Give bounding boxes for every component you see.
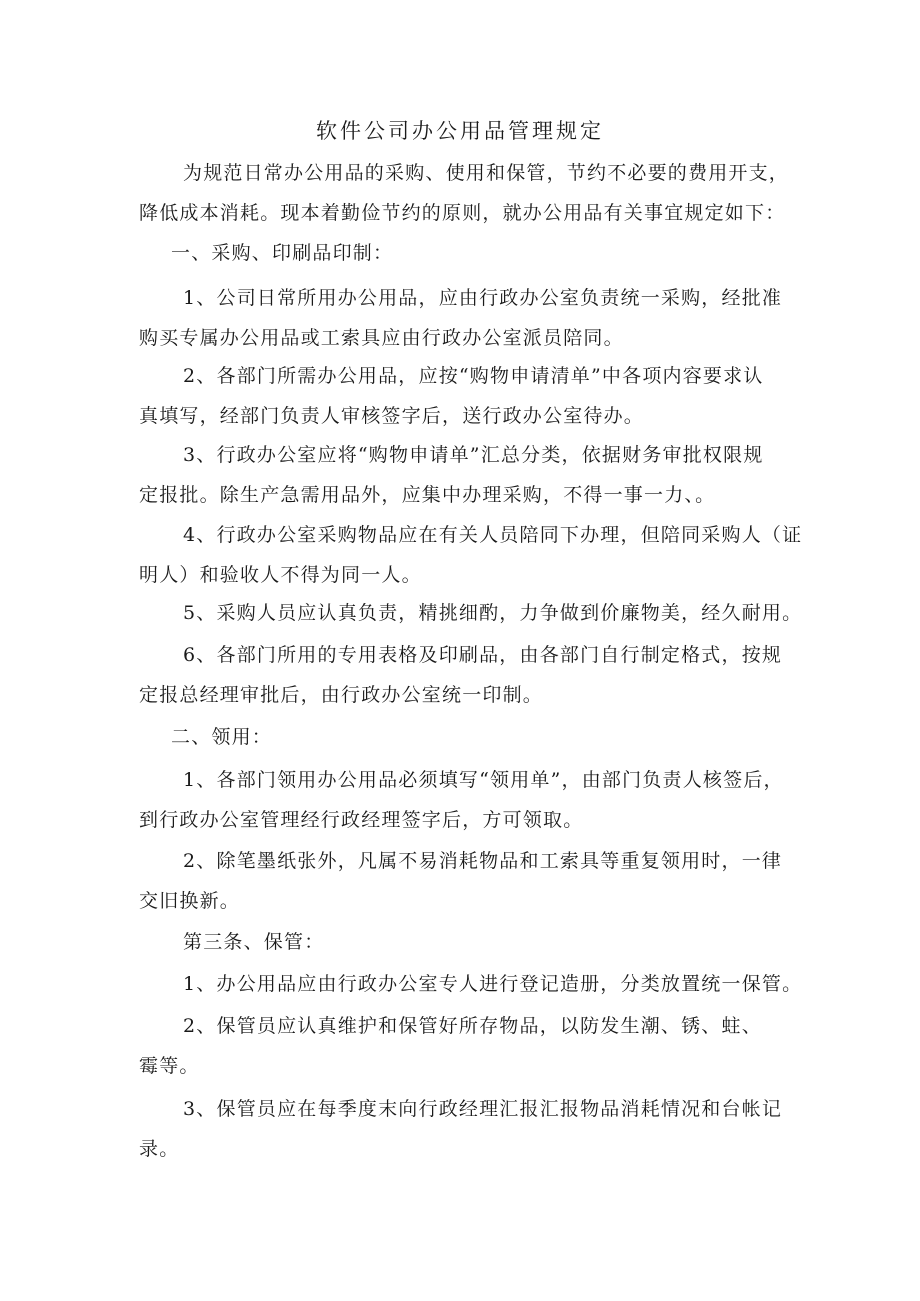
text-line: 3、保管员应在每季度末向行政经理汇报汇报物品消耗情况和台帐记	[183, 1098, 783, 1120]
section-heading: 二、领用：	[171, 726, 273, 748]
text-line: 交旧换新。	[139, 890, 241, 912]
text-line: 霉等。	[139, 1055, 200, 1077]
text-line: 定报总经理审批后，由行政办公室统一印制。	[139, 684, 544, 706]
section-heading: 一、采购、印刷品印制：	[171, 242, 394, 264]
text-line: 1、公司日常所用办公用品，应由行政办公室负责统一采购，经批准	[183, 287, 783, 309]
text-line: 录。	[139, 1138, 180, 1160]
text-line: 购买专属办公用品或工索具应由行政办公室派员陪同。	[139, 327, 624, 349]
document-title: 软件公司办公用品管理规定	[316, 119, 604, 143]
text-line: 1、各部门领用办公用品必须填写“领用单”，由部门负责人核签后，	[183, 769, 784, 791]
text-line: 2、除笔墨纸张外，凡属不易消耗物品和工索具等重复领用时，一律	[183, 850, 783, 872]
text-line: 1、办公用品应由行政办公室专人进行登记造册，分类放置统一保管。	[183, 973, 803, 995]
text-line: 为规范日常办公用品的采购、使用和保管，节约不必要的费用开支，	[183, 162, 790, 184]
text-line: 3、行政办公室应将“购物申请单”汇总分类，依据财务审批权限规	[183, 444, 764, 466]
text-line: 2、各部门所需办公用品，应按“购物申请清单”中各项内容要求认	[183, 365, 764, 387]
text-line: 降低成本消耗。现本着勤俭节约的原则，就办公用品有关事宜规定如下：	[139, 202, 786, 224]
section-heading: 第三条、保管：	[183, 931, 325, 953]
text-line: 5、采购人员应认真负责，精挑细酌，力争做到价廉物美，经久耐用。	[183, 602, 803, 624]
text-line: 6、各部门所用的专用表格及印刷品，由各部门自行制定格式，按规	[183, 644, 783, 666]
text-line: 明人）和验收人不得为同一人。	[139, 564, 422, 586]
text-line: 真填写，经部门负责人审核签字后，送行政办公室待办。	[139, 405, 645, 427]
text-line: 4、行政办公室采购物品应在有关人员陪同下办理，但陪同采购人（证	[183, 524, 803, 546]
text-line: 定报批。除生产急需用品外，应集中办理采购，不得一事一力、。	[139, 484, 716, 506]
text-line: 2、保管员应认真维护和保管好所存物品，以防发生潮、锈、蛀、	[183, 1015, 762, 1037]
text-line: 到行政办公室管理经行政经理签字后，方可领取。	[139, 809, 584, 831]
